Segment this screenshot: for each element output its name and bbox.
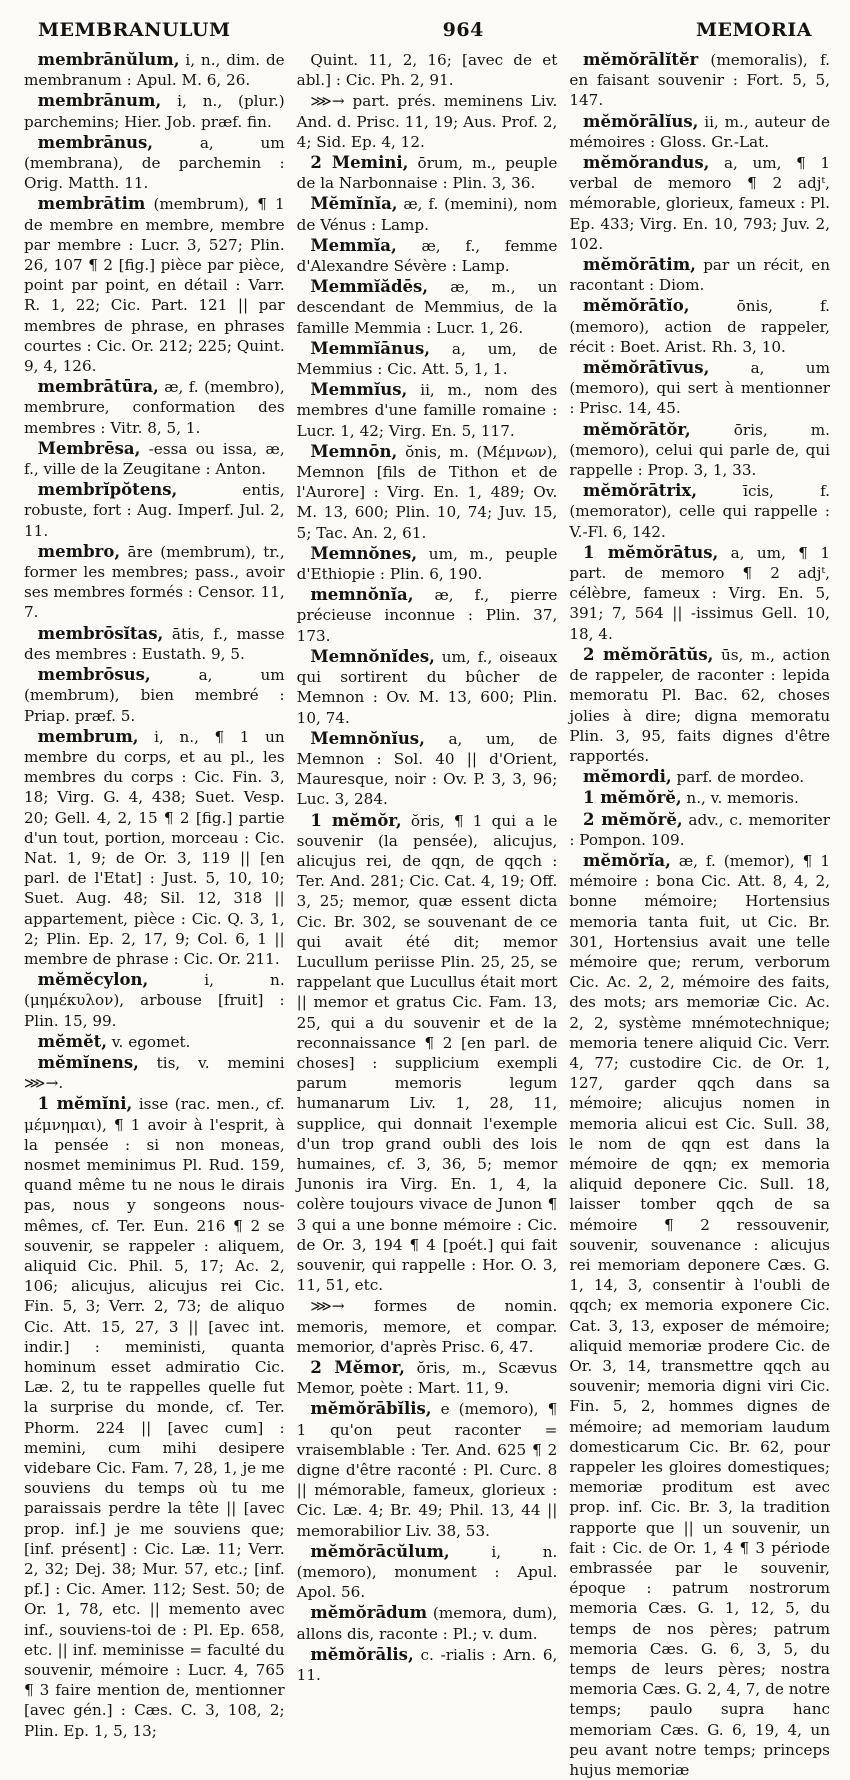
dictionary-entry bbox=[297, 442, 558, 543]
entry-headword: Memmĭānus, bbox=[310, 338, 430, 358]
entry-headword: membrānus, bbox=[37, 132, 154, 152]
entry-headword: Memnōn, bbox=[310, 441, 398, 461]
entry-headword: 1 mĕmĭni, bbox=[37, 1094, 133, 1114]
dictionary-entry bbox=[297, 544, 558, 584]
dictionary-entry bbox=[569, 153, 830, 254]
entry-headword: membrōsĭtas, bbox=[37, 623, 164, 643]
entry-headword: mĕmŏrātīvus, bbox=[583, 358, 710, 378]
entry-definition: i, n. (memoro), monument : Apul. Apol. 56. bbox=[296, 1542, 558, 1602]
entry-headword: 1 mĕmŏr, bbox=[310, 810, 402, 830]
entry-headword: Memmĭa, bbox=[310, 235, 397, 255]
entry-headword: membrānum, bbox=[37, 91, 162, 111]
dictionary-entry bbox=[569, 851, 830, 1780]
entry-headword: mĕmŏrātrix, bbox=[583, 481, 697, 501]
entry-headword: Mĕmĭnĭa, bbox=[310, 194, 398, 214]
entry-headword: membrānŭlum, bbox=[37, 50, 180, 69]
entry-definition: ŏris, m., Scævus Memor, poète : Mart. 11, 9. bbox=[296, 1359, 558, 1398]
entry-definition: um, m., peuple d'Ethiopie : Plin. 6, 190. bbox=[296, 544, 558, 584]
dictionary-entry bbox=[569, 50, 830, 111]
entry-definition: (memora, dum), allons dis, raconte : Pl.; v. dum. bbox=[296, 1604, 558, 1643]
entry-definition: i, n., ¶ 1 un membre du corps, et au pl., les membres du corps : Cic. Fin. 3, 18; Virg. G. 4, 438; Suet. Vesp. 20; Gell. 4, 2, 15 ¶ 2 [fig.] partie d'un tout, portion, morceau : Cic. Nat. 1, 9; de Or. 3, 119 || [en parl. de l'Etat] : Just. 5, 10, 10; Suet. Aug. 48; Sil. 12, 318 || appartement, pièce : Cic. Q. 3, 1, 2; Plin. Ep. 2, 17, 9; Col. 6, 1 || membre de phrase : Cic. Or. 211. bbox=[24, 727, 285, 968]
entry-headword: mĕmĕcylon, bbox=[37, 970, 149, 990]
entry-definition: (memoralis), f. en faisant souvenir : Fort. 5, 5, 147. bbox=[569, 51, 830, 110]
entry-definition: æ, f. (membro), membrure, conformation des membres : Vitr. 8, 5, 1. bbox=[24, 378, 285, 437]
dictionary-entry bbox=[297, 647, 558, 728]
entry-headword: Memnŏnes, bbox=[310, 543, 418, 563]
dictionary-entry bbox=[297, 153, 558, 193]
dictionary-entry bbox=[569, 543, 830, 644]
dictionary-entry bbox=[24, 439, 285, 479]
dictionary-entry bbox=[297, 1399, 558, 1540]
entry-definition: ii, m., nom des membres d'une famille romaine : Lucr. 1, 42; Virg. En. 5, 117. bbox=[296, 381, 558, 440]
dictionary-entry bbox=[24, 194, 285, 376]
entry-definition: i, n. (μημέκυλον), arbouse [fruit] : Plin. 15, 99. bbox=[24, 971, 285, 1030]
entry-definition: ōnis, f. (memoro), action de rappeler, récit : Boet. Arist. Rh. 3, 10. bbox=[569, 297, 830, 356]
dictionary-entry bbox=[24, 1094, 285, 1741]
entry-headword: mĕmŏrālis, bbox=[310, 1644, 414, 1664]
dictionary-entry bbox=[569, 788, 830, 808]
page-header bbox=[38, 14, 812, 46]
dictionary-entry bbox=[24, 727, 285, 969]
dictionary-entry bbox=[24, 542, 285, 623]
dictionary-entry bbox=[297, 1603, 558, 1643]
right-running-head: MEMORIA bbox=[695, 19, 812, 41]
column-1 bbox=[24, 50, 285, 1780]
entry-headword: 2 mĕmŏrātŭs, bbox=[583, 644, 714, 664]
entry-headword: 1 mĕmŏrĕ, bbox=[583, 788, 682, 808]
entry-definition: ii, m., auteur de mémoires : Gloss. Gr.-Lat. bbox=[569, 112, 830, 151]
entry-definition: æ, m., un descendant de Memmius, de la famille Memmia : Lucr. 1, 26. bbox=[296, 278, 558, 337]
entry-definition: i, n., (plur.) parchemins; Hier. Job. præf. fin. bbox=[24, 92, 285, 131]
entry-definition: ūs, m., action de rappeler, de raconter : lepida memoratu Pl. Bac. 62, choses jolies à dire; digna memoratu Plin. 3, 95, faits dignes d'être rapportés. bbox=[569, 645, 830, 765]
entry-definition: āre (membrum), tr., former les membres; pass., avoir ses membres formés : Censor. 11, 7. bbox=[24, 542, 285, 622]
dictionary-entry bbox=[297, 1542, 558, 1603]
entry-headword: mĕmŏrātŏr, bbox=[583, 419, 691, 439]
entry-headword: Memnŏnĭus, bbox=[310, 728, 425, 748]
entry-definition: a, um, de Memmius : Cic. Att. 5, 1, 1. bbox=[296, 339, 558, 379]
dictionary-entry bbox=[297, 380, 558, 441]
entry-definition: a, um (memoro), qui sert à mentionner : Prisc. 14, 45. bbox=[569, 359, 830, 418]
entry-headword: mĕmŏrābĭlis, bbox=[310, 1399, 432, 1419]
dictionary-entry bbox=[24, 91, 285, 131]
entry-headword: mĕmŏrandus, bbox=[583, 153, 710, 173]
entry-headword: memnŏnĭa, bbox=[310, 585, 414, 605]
entry-headword: Memmĭădēs, bbox=[310, 277, 429, 297]
entry-definition: æ, f. (memor), ¶ 1 mémoire : bona Cic. Att. 8, 4, 2, bonne mémoire; Hortensius memoria tanta fuit, ut Cic. Br. 301, Hortensius avait une telle mémoire que; rerum, verborum Cic. Ac. 2, 2, mémoire des faits, des mots; ars memoriæ Cic. Ac. 2, 2, système mnémotechnique; memoria tenere aliquid Cic. Verr. 4, 77; custodire Cic. de Or. 1, 127, garder qqch dans sa mémoire; alicujus nomen in memoria alicui est Cic. Sull. 38, le nom de qqn est dans la mémoire de qqn; ex memoria aliquid deponere Cic. Sull. 18, laisser tomber qqch de sa mémoire ¶ 2 ressouvenir, souvenir, souvenance : alicujus rei memoriam deponere Cæs. G. 1, 14, 3, consentir à l'oubli de qqch; ex memoria exponere Cic. Cat. 3, 13, exposer de mémoire; aliquid memoriæ prodere Cic. de Or. 3, 14, transmettre qqch au souvenir; memoria digni viri Cic. Fin. 5, 2, hommes dignes de mémoire; ad memoriam laudum domesticarum Cic. Br. 62, pour rappeler les gloires domestiques; memoriæ proditum est avec prop. inf. Cic. Br. 3, la tradition rapporte que || un souvenir, un fait : Cic. de Or. 1, 4 ¶ 3 période embrassée par le souvenir, époque : patrum nostrorum memoria Cæs. G. 1, 12, 5, du temps de nos pères; patrum memoria Cæs. G. 6, 3, 5, du temps de leurs pères; nostra memoria Cæs. G. 2, 4, 7, de notre temps; paulo supra hanc memoriam Cæs. G. 6, 19, 4, un peu avant notre temps; princeps hujus memoriæ bbox=[569, 851, 830, 1780]
dictionary-entry bbox=[569, 255, 830, 295]
entry-definition: tis, v. memini ⋙→. bbox=[24, 1053, 285, 1093]
dictionary-entry bbox=[297, 339, 558, 379]
entry-definition: æ, f., femme d'Alexandre Sévère : Lamp. bbox=[296, 236, 558, 276]
dictionary-entry bbox=[297, 1358, 558, 1398]
entry-definition: æ, f., pierre précieuse inconnue : Plin. 37, 173. bbox=[296, 586, 558, 645]
dictionary-entry bbox=[297, 194, 558, 234]
entry-headword: mĕmŏrātĭo, bbox=[583, 296, 690, 316]
entry-definition: -essa ou issa, æ, f., ville de la Zeugitane : Anton. bbox=[24, 439, 285, 479]
entry-headword: mĕmŏrĭa, bbox=[583, 850, 671, 870]
entry-definition: par un récit, en racontant : Diom. bbox=[569, 256, 830, 295]
entry-definition: n., v. memoris. bbox=[686, 789, 799, 808]
entry-headword: Memmĭus, bbox=[310, 380, 408, 400]
dictionary-entry bbox=[297, 91, 558, 152]
column-3 bbox=[569, 50, 830, 1780]
left-running-head: MEMBRANULUM bbox=[38, 19, 231, 41]
dictionary-entry bbox=[24, 50, 285, 90]
entry-headword: mĕmŏrālĭus, bbox=[583, 111, 699, 131]
entry-headword: membrātim bbox=[37, 194, 146, 214]
entry-definition: v. egomet. bbox=[111, 1032, 191, 1051]
entry-definition: a, um (membrum), bien membré : Priap. præf. 5. bbox=[24, 666, 285, 725]
dictionary-entry bbox=[297, 811, 558, 1296]
entry-headword: mĕmŏrācŭlum, bbox=[310, 1541, 450, 1561]
dictionary-entry bbox=[24, 1032, 285, 1052]
entry-headword: 2 Mĕmor, bbox=[310, 1358, 405, 1377]
dictionary-entry bbox=[24, 624, 285, 664]
entry-headword: 2 Memini, bbox=[310, 153, 409, 173]
entry-definition: ātis, f., masse des membres : Eustath. 9, 5. bbox=[24, 624, 285, 663]
entry-definition: i, n., dim. de membranum : Apul. M. 6, 26. bbox=[24, 51, 285, 90]
entry-headword: membrĭpŏtens, bbox=[37, 480, 178, 500]
entry-definition: c. -rialis : Arn. 6, 11. bbox=[296, 1645, 558, 1685]
entry-definition: ŏris, ¶ 1 qui a le souvenir (la pensée), alicujus, alicujus rei, de qqn, de qqch : Ter. And. 281; Cic. Cat. 4, 19; Off. 3, 25; memor, quæ essent dicta Cic. Br. 302, se souvenant de ce qui avait été dit; memor Lucullum periisse Plin. 25, 25, se rappelant que Lucullus était mort || memor et gratus Cic. Fam. 13, 25, qui a du souvenir et de la reconnaissance ¶ 2 [en parl. de choses] : supplicium exempli parum memoris legum humanarum Liv. 1, 28, 11, supplice, qui donnait l'exemple d'un trop grand oubli des lois humaines, cf. 3, 36, 5; memor Junonis ira Virg. En. 1, 4, la colère toujours vivace de Junon ¶ 3 qui a une bonne mémoire : Cic. de Or. 3, 194 ¶ 4 [poét.] qui fait souvenir, qui rappelle : Hor. O. 3, 11, 51, etc. bbox=[296, 811, 558, 1295]
entry-headword: membrātūra, bbox=[37, 377, 159, 397]
entry-definition: æ, f. (memini), nom de Vénus : Lamp. bbox=[296, 195, 558, 234]
entry-definition: (membrum), ¶ 1 de membre en membre, membre par membre : Lucr. 3, 527; Plin. 26, 107 ¶ 2 [fig.] pièce par pièce, point par point, en détail : Varr. R. 1, 22; Cic. Part. 121 || par membres de phrase, en phrases courtes : Cic. Or. 212; 225; Quint. 9, 4, 126. bbox=[24, 195, 285, 376]
entry-headword: mĕmordi, bbox=[583, 767, 672, 787]
dictionary-entry bbox=[569, 358, 830, 419]
entry-headword: Membrēsa, bbox=[37, 438, 141, 458]
entry-definition: īcis, f. (memorator), celle qui rappelle : V.-Fl. 6, 142. bbox=[569, 482, 830, 541]
dictionary-entry bbox=[297, 1645, 558, 1685]
entry-definition: um, f., oiseaux qui sortirent du bûcher de Memnon : Ov. M. 13, 600; Plin. 10, 74. bbox=[296, 647, 558, 727]
dictionary-entry bbox=[569, 481, 830, 542]
dictionary-entry bbox=[569, 420, 830, 481]
entry-headword: 1 mĕmŏrātus, bbox=[583, 542, 719, 562]
entry-definition: ⋙→ part. prés. meminens Liv. And. d. Prisc. 11, 19; Aus. Prof. 2, 4; Sid. Ep. 4, 12. bbox=[296, 92, 558, 151]
dictionary-entry bbox=[569, 296, 830, 357]
entry-headword: mĕmŏrālĭtĕr bbox=[583, 50, 699, 69]
dictionary-entry bbox=[297, 729, 558, 810]
entry-definition: ōris, m. (memoro), celui qui parle de, qui rappelle : Prop. 3, 1, 33. bbox=[569, 420, 830, 480]
dictionary-entry bbox=[297, 236, 558, 276]
dictionary-entry bbox=[24, 1053, 285, 1093]
entry-definition: a, um, ¶ 1 verbal de memoro ¶ 2 adjᵗ, mémorable, glorieux, fameux : Pl. Ep. 433; Virg. En. 10, 793; Juv. 2, 102. bbox=[569, 154, 830, 253]
dictionary-entry bbox=[24, 970, 285, 1031]
dictionary-entry bbox=[569, 767, 830, 787]
entry-definition: Quint. 11, 2, 16; [avec de et abl.] : Cic. Ph. 2, 91. bbox=[296, 51, 558, 90]
dictionary-entry bbox=[24, 377, 285, 438]
entry-definition: a, um (membrana), de parchemin : Orig. Matth. 11. bbox=[24, 133, 285, 193]
entry-headword: mĕmŏrātim, bbox=[583, 255, 696, 275]
entry-definition: isse (rac. men., cf. μέμνημαι), ¶ 1 avoir à l'esprit, à la pensée : si non moneas, nosmet meminimus Pl. Rud. 159, quand même tu ne nous le dirais pas, nous y songeons nous-mêmes, cf. Ter. Eun. 216 ¶ 2 se souvenir, se rappeler : aliquem, aliquid Cic. Phil. 5, 17; Ac. 2, 106; alicujus, alicujus rei Cic. Fin. 5, 3; Verr. 2, 73; de aliquo Cic. Att. 15, 27, 3 || [avec int. indir.] : meministi, quanta hominum esset admiratio Cic. Læ. 2, tu te rappelles quelle fut la surprise du monde, cf. Ter. Phorm. 224 || [avec cum] : memini, cum mihi desipere videbare Cic. Fam. 7, 28, 1, je me souviens du temps où tu me paraissais perdre la tête || [avec prop. inf.] je me souviens que; [inf. présent] : Cic. Læ. 11; Verr. 2, 32; Dej. 38; Mur. 57, etc.; [inf. pf.] : Cic. Amer. 112; Sest. 50; de Or. 1, 78, etc. || memento avec inf., souviens-toi de : Pl. Ep. 658, etc. || inf. meminisse = faculté du souvenir, mémoire : Lucr. 4, 765 ¶ 3 faire mention de, mentionner [avec gén.] : Cæs. C. 3, 108, 2; Plin. Ep. 1, 5, 13; bbox=[24, 1095, 285, 1740]
entry-definition: e (memoro), ¶ 1 qu'on peut raconter = vraisemblable : Ter. And. 625 ¶ 2 digne d'être raconté : Pl. Curc. 8 || mémorable, fameux, glorieux : Cic. Læ. 4; Br. 49; Phil. 13, 44 || memorabilior Liv. 38, 53. bbox=[296, 1400, 558, 1540]
entry-headword: 2 mĕmŏrĕ, bbox=[583, 809, 683, 829]
dictionary-entry bbox=[297, 585, 558, 646]
dictionary-entry bbox=[297, 277, 558, 338]
entry-definition: a, um, ¶ 1 part. de memoro ¶ 2 adjᵗ, célèbre, fameux : Virg. En. 5, 391; 7, 564 || -issimus Gell. 10, 18, 4. bbox=[569, 543, 831, 643]
entry-headword: mĕmĕt, bbox=[37, 1031, 107, 1051]
entry-headword: mĕmĭnens, bbox=[37, 1052, 139, 1072]
dictionary-entry bbox=[24, 665, 285, 726]
dictionary-entry bbox=[24, 480, 285, 541]
entry-definition: parf. de mordeo. bbox=[676, 768, 805, 787]
entry-headword: mĕmŏrādum bbox=[310, 1603, 428, 1623]
entry-definition: a, um, de Memnon : Sol. 40 || d'Orient, Mauresque, noir : Ov. P. 3, 3, 96; Luc. 3, 284. bbox=[296, 729, 558, 809]
entry-definition: adv., c. memoriter : Pompon. 109. bbox=[569, 810, 830, 849]
entry-definition: ⋙→ formes de nomin. memoris, memore, et compar. memorior, d'après Prisc. 6, 47. bbox=[296, 1297, 558, 1356]
dictionary-entry bbox=[297, 50, 558, 90]
entry-definition: ōrum, m., peuple de la Narbonnaise : Plin. 3, 36. bbox=[296, 154, 558, 193]
dictionary-columns bbox=[24, 50, 831, 1780]
page-number: 964 bbox=[442, 19, 484, 41]
dictionary-entry bbox=[569, 112, 830, 152]
entry-headword: Memnŏnĭdes, bbox=[310, 646, 435, 666]
entry-headword: membrōsus, bbox=[37, 665, 151, 685]
dictionary-entry bbox=[24, 133, 285, 194]
entry-headword: membrum, bbox=[37, 726, 139, 746]
dictionary-entry bbox=[569, 645, 830, 766]
dictionary-entry bbox=[569, 810, 830, 850]
entry-definition: entis, robuste, fort : Aug. Imperf. Jul. 2, 11. bbox=[24, 481, 285, 540]
entry-definition: ŏnis, m. (Μέμνων), Memnon [fils de Tithon et de l'Aurore] : Virg. En. 1, 489; Ov. M. 13, 600; Plin. 10, 74; Juv. 15, 5; Tac. An. 2, 61. bbox=[296, 442, 558, 542]
column-2 bbox=[297, 50, 558, 1780]
entry-headword: membro, bbox=[37, 541, 121, 561]
dictionary-entry bbox=[297, 1296, 558, 1357]
